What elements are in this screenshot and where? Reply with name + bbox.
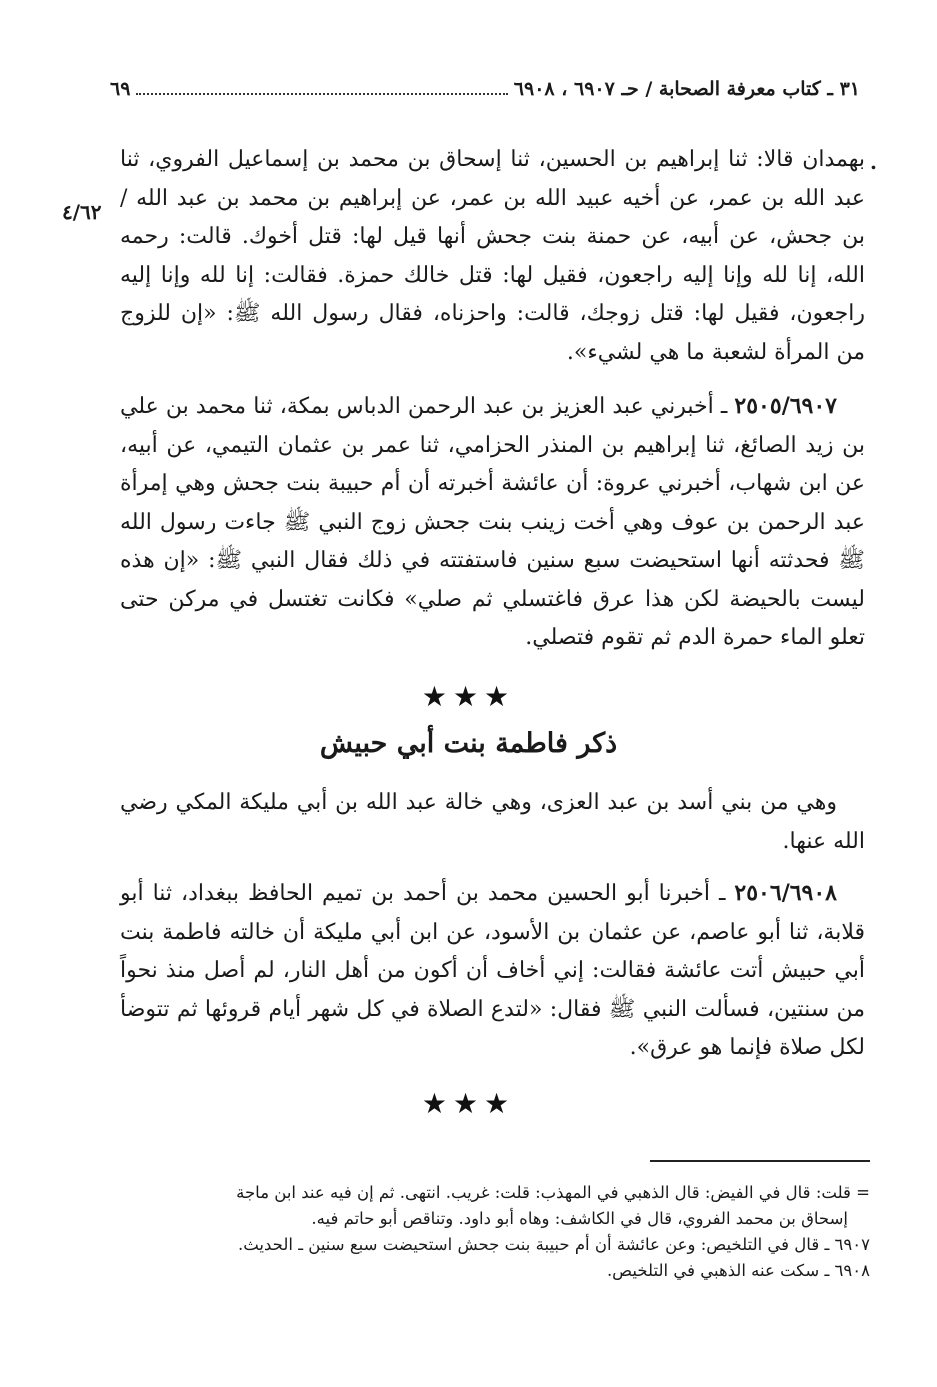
- margin-dot-marker: .: [870, 150, 877, 174]
- paragraph-hadith-6907: [120, 387, 865, 658]
- paragraph-hadith-6908: [120, 874, 865, 1068]
- footnote-separator: [650, 1160, 870, 1162]
- footnote-line: إسحاق بن محمد الفروي، قال في الكاشف: وهاه أبو داود. وتناقص أبو حاتم فيه.: [311, 1209, 848, 1228]
- dotted-leader: [136, 93, 507, 95]
- paragraph-hamna-hadith: [120, 141, 865, 372]
- paragraph-text: وهي من بني أسد بن عبد العزى، وهي خالة عبد الله بن أبي مليكة المكي رضي الله عنها.: [120, 790, 865, 854]
- section-title: ذكر فاطمة بنت أبي حبيش: [319, 728, 618, 759]
- section-divider-stars: ★★★: [421, 680, 516, 713]
- paragraph-text: بهمدان قالا: ثنا إبراهيم بن الحسين، ثنا إسحاق بن محمد بن إسماعيل الفروي، ثنا عبد الله بن عمر، عن أخيه عبيد الله بن عمر، عن إبراهيم بن محمد بن عبد الله / بن جحش، عن أبيه، عن حمنة بنت جحش أنها قيل لها: قتل أخوك. قالت: رحمه الله، إنا لله وإنا إليه راجعون، فقيل لها: قتل خالك حمزة. فقالت: إنا لله وإنا إليه راجعون، فقيل لها: قتل زوجك، قالت: واحزناه، فقال رسول الله ﷺ: «إن للزوج من المرأة لشعبة ما هي لشيء».: [120, 147, 865, 365]
- paragraph-fatima-intro: [120, 784, 865, 861]
- footnote-line: = قلت: قال في الفيض: قال الذهبي في المهذب: قلت: غريب. انتهى. ثم إن فيه عند ابن ماجة: [236, 1183, 870, 1202]
- footnote-line: ٦٩٠٨ ـ سكت عنه الذهبي في التلخيص.: [606, 1261, 870, 1280]
- margin-volume-page-ref: ٤/٦٢: [62, 200, 102, 224]
- section-divider-stars: ★★★: [421, 1087, 516, 1120]
- paragraph-text: ـ أخبرني عبد العزيز بن عبد الرحمن الدباس بمكة، ثنا محمد بن علي بن زيد الصائغ، ثنا إبراهيم بن المنذر الحزامي، ثنا عمر بن عثمان التيمي، عن أبيه، عن ابن شهاب، أخبرني عروة: أن عائشة أخبرته أن أم حبيبة بنت جحش وهي إمرأة عبد الرحمن بن عوف وهي أخت زينب بنت جحش زوج النبي ﷺ جاءت رسول الله ﷺ فحدثته أنها استحيضت سبع سنين فاستفتته في ذلك فقال النبي ﷺ: «إن هذه ليست بالحيضة لكن هذا عرق فاغتسلي ثم صلي» فكانت تغتسل في مركن حتى تعلو الماء حمرة الدم ثم تقوم فتصلي.: [120, 394, 865, 650]
- paragraph-text: ـ أخبرنا أبو الحسين محمد بن أحمد بن تميم الحافظ ببغداد، ثنا أبو قلابة، ثنا أبو عاصم، عن عثمان بن الأسود، عن ابن أبي مليكة أن خالته فاطمة بنت أبي حبيش أتت عائشة فقالت: إني أخاف أن أكون من أهل النار، لم أصل منذ نحواً من سنتين، فسألت النبي ﷺ فقال: «لتدع الصلاة في كل شهر أيام قروئها ثم تتوضأ لكل صلاة فإنما هو عرق».: [120, 881, 865, 1060]
- page-number: ٦٩: [110, 78, 131, 100]
- footnote-line: ٦٩٠٧ ـ قال في التلخيص: وعن عائشة أن أم حبيبة بنت جحش استحيضت سبع سنين ـ الحديث.: [237, 1235, 870, 1254]
- running-header: [110, 78, 860, 100]
- hadith-number: ٢٥٠٦/٦٩٠٨: [734, 880, 837, 906]
- running-title: ٣١ ـ كتاب معرفة الصحابة / حـ ٦٩٠٧ ، ٦٩٠٨: [513, 78, 860, 100]
- hadith-number: ٢٥٠٥/٦٩٠٧: [734, 393, 837, 419]
- footnotes: [120, 1180, 870, 1284]
